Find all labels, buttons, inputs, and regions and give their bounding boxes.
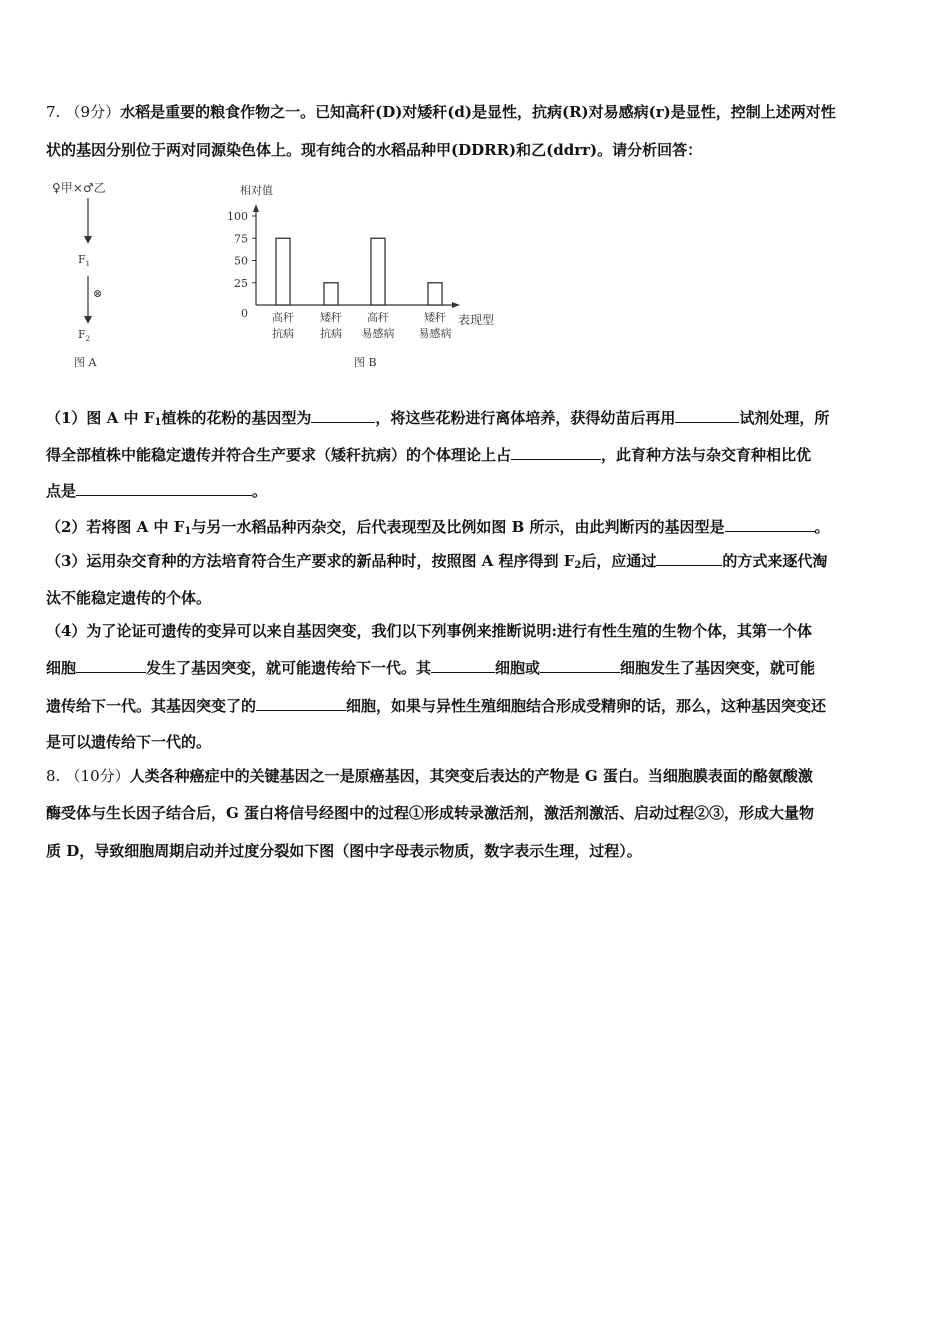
q7-part1-text-h: 。 xyxy=(252,482,268,500)
figure-a xyxy=(52,181,106,369)
q7-part4-line-2 xyxy=(46,658,910,678)
q8-line-3 xyxy=(46,841,910,861)
q8-text-2: 酶受体与生长因子结合后，G 蛋白将信号经图中的过程①形成转录激活剂，激活剂激活、启动过程②③，形成大量物 xyxy=(46,804,815,822)
q7-part4-text-d: 细胞或 xyxy=(495,659,541,677)
answer-blank-cell-type-2[interactable] xyxy=(540,658,620,673)
q7-part4-line-1 xyxy=(46,621,910,641)
figure-b-chart xyxy=(227,183,494,369)
x-tick-label: 抗病 xyxy=(272,327,294,340)
answer-blank-pollen-genotype[interactable] xyxy=(311,408,375,423)
answer-blank-method[interactable] xyxy=(656,551,722,566)
q7-number: 7. xyxy=(46,103,61,121)
figure-a-selfing-symbol: ⊗ xyxy=(93,287,103,300)
q7-part4-text-g: 细胞，如果与异性生殖细胞结合形成受精卵的话，那么，这种基因突变还 xyxy=(346,697,827,715)
q8-line-2 xyxy=(46,803,910,823)
q7-part1-line-3 xyxy=(46,481,910,501)
q7-part4-text-c: 发生了基因突变，就可能遗传给下一代。其 xyxy=(146,659,432,677)
q8-text-1: 人类各种癌症中的关键基因之一是原癌基因，其突变后表达的产物是 G 蛋白。当细胞膜表面的酪氨酸激 xyxy=(129,767,813,785)
q7-part1-text-d: 试剂处理，所 xyxy=(739,409,830,427)
chart-x-axis-arrowhead xyxy=(452,302,460,308)
q7-figures xyxy=(46,174,526,374)
q7-part3-text-a: （3）运用杂交育种的方法培育符合生产要求的新品种时，按照图 A 程序得到 F xyxy=(46,552,575,570)
chart-y-ticks xyxy=(227,210,256,320)
q7-part4-text-a: （4）为了论证可遗传的变异可以来自基因突变，我们以下列事例来推断说明:进行有性生殖的生物个体，其第一个体 xyxy=(46,622,812,640)
bar xyxy=(428,283,442,305)
q7-stem-line-2 xyxy=(46,140,910,160)
answer-blank-cell-type-1[interactable] xyxy=(431,658,495,673)
x-tick-label: 高秆 xyxy=(367,311,389,324)
y-tick-label: 50 xyxy=(234,254,248,268)
q7-part1-line-1 xyxy=(46,408,910,433)
q7-part3-text-d: 汰不能稳定遗传的个体。 xyxy=(46,589,212,607)
bar xyxy=(324,283,338,305)
q7-part1-text-a: （1）图 A 中 F xyxy=(46,409,155,427)
x-tick-label: 矮秆 xyxy=(424,311,446,324)
q7-stem-line-1 xyxy=(46,102,910,122)
q7-score: （9分） xyxy=(65,103,121,121)
q7-part3-subscript: 2 xyxy=(574,560,582,571)
q7-part1-line-2 xyxy=(46,445,910,465)
q7-part4-line-3 xyxy=(46,696,910,716)
x-tick-label: 抗病 xyxy=(320,327,342,340)
q7-part2-text-c: 。 xyxy=(814,518,830,536)
q7-part2-text-b: 与另一水稻品种丙杂交，后代表现型及比例如图 B 所示，由此判断丙的基因型是 xyxy=(191,518,725,536)
figure-a-caption: 图 A xyxy=(74,356,97,369)
q7-part1-text-e: 得全部植株中能稳定遗传并符合生产要求（矮秆抗病）的个体理论上占 xyxy=(46,446,512,464)
chart-caption: 图 B xyxy=(354,356,377,369)
q8-score: （10分） xyxy=(65,767,130,785)
answer-blank-bing-genotype[interactable] xyxy=(725,517,815,532)
q7-stem-text-1: 水稻是重要的粮食作物之一。已知高秆(D)对矮秆(d)是显性，抗病(R)对易感病(r)是显性，控制上述两对性 xyxy=(120,103,836,121)
y-tick-label: 0 xyxy=(241,307,248,320)
figure-a-arrowhead-2 xyxy=(84,316,92,324)
answer-blank-mutated-cell[interactable] xyxy=(256,696,346,711)
chart-bars xyxy=(276,238,442,305)
q7-part2-text-a: （2）若将图 A 中 F xyxy=(46,518,185,536)
figure-a-cross-label: ♀甲×♂乙 xyxy=(52,181,106,195)
chart-title: 相对值 xyxy=(240,184,273,197)
figure-a-arrowhead-1 xyxy=(84,236,92,244)
chart-y-axis-arrowhead xyxy=(253,204,259,212)
q7-part1-text-f: ，此育种方法与杂交育种相比优 xyxy=(601,446,812,464)
x-tick-label: 高秆 xyxy=(272,311,294,324)
x-tick-label: 易感病 xyxy=(418,327,452,340)
q7-part4-text-h: 是可以遗传给下一代的。 xyxy=(46,733,212,751)
x-tick-label: 矮秆 xyxy=(320,311,342,324)
y-tick-label: 25 xyxy=(234,276,248,290)
q8-text-3: 质 D，导致细胞周期启动并过度分裂如下图（图中字母表示物质，数字表示生理，过程）。 xyxy=(46,842,642,860)
y-tick-label: 100 xyxy=(227,210,248,223)
q7-part4-line-4 xyxy=(46,732,910,752)
q7-part1-text-b: 植株的花粉的基因型为 xyxy=(161,409,312,427)
answer-blank-first-cell[interactable] xyxy=(76,658,146,673)
q7-part2-subscript: 1 xyxy=(184,526,192,537)
chart-x-axis-label: 表现型 xyxy=(458,313,495,327)
bar xyxy=(371,238,385,305)
q7-part3-line-2 xyxy=(46,588,910,608)
q7-part3-line-1 xyxy=(46,551,910,576)
q7-part4-text-f: 遗传给下一代。其基因突变了的 xyxy=(46,697,257,715)
q8-line-1 xyxy=(46,766,910,786)
q7-part3-text-b: 后，应通过 xyxy=(581,552,657,570)
figure-a-f1-label: $F_1$ xyxy=(78,253,91,268)
answer-blank-reagent[interactable] xyxy=(675,408,739,423)
chart-x-tick-labels xyxy=(272,310,452,340)
q7-part1-subscript: 1 xyxy=(154,417,162,428)
q8-number: 8. xyxy=(46,767,61,785)
bar xyxy=(276,238,290,305)
q7-stem-text-2: 状的基因分别位于两对同源染色体上。现有纯合的水稻品种甲(DDRR)和乙(ddrr)。请分析回答： xyxy=(46,141,703,159)
q7-part1-text-c: ，将这些花粉进行离体培养，获得幼苗后再用 xyxy=(375,409,676,427)
q7-part4-text-e: 细胞发生了基因突变，就可能 xyxy=(620,659,816,677)
q7-part2-line xyxy=(46,517,910,542)
q7-part3-text-c: 的方式来逐代淘 xyxy=(722,552,828,570)
y-tick-label: 75 xyxy=(234,232,248,246)
x-tick-label: 易感病 xyxy=(361,327,395,340)
q7-part1-text-g: 点是 xyxy=(46,482,77,500)
answer-blank-proportion[interactable] xyxy=(511,445,601,460)
figure-a-f2-label: $F_2$ xyxy=(78,328,91,343)
q7-part4-text-b: 细胞 xyxy=(46,659,77,677)
answer-blank-advantage[interactable] xyxy=(76,481,252,496)
